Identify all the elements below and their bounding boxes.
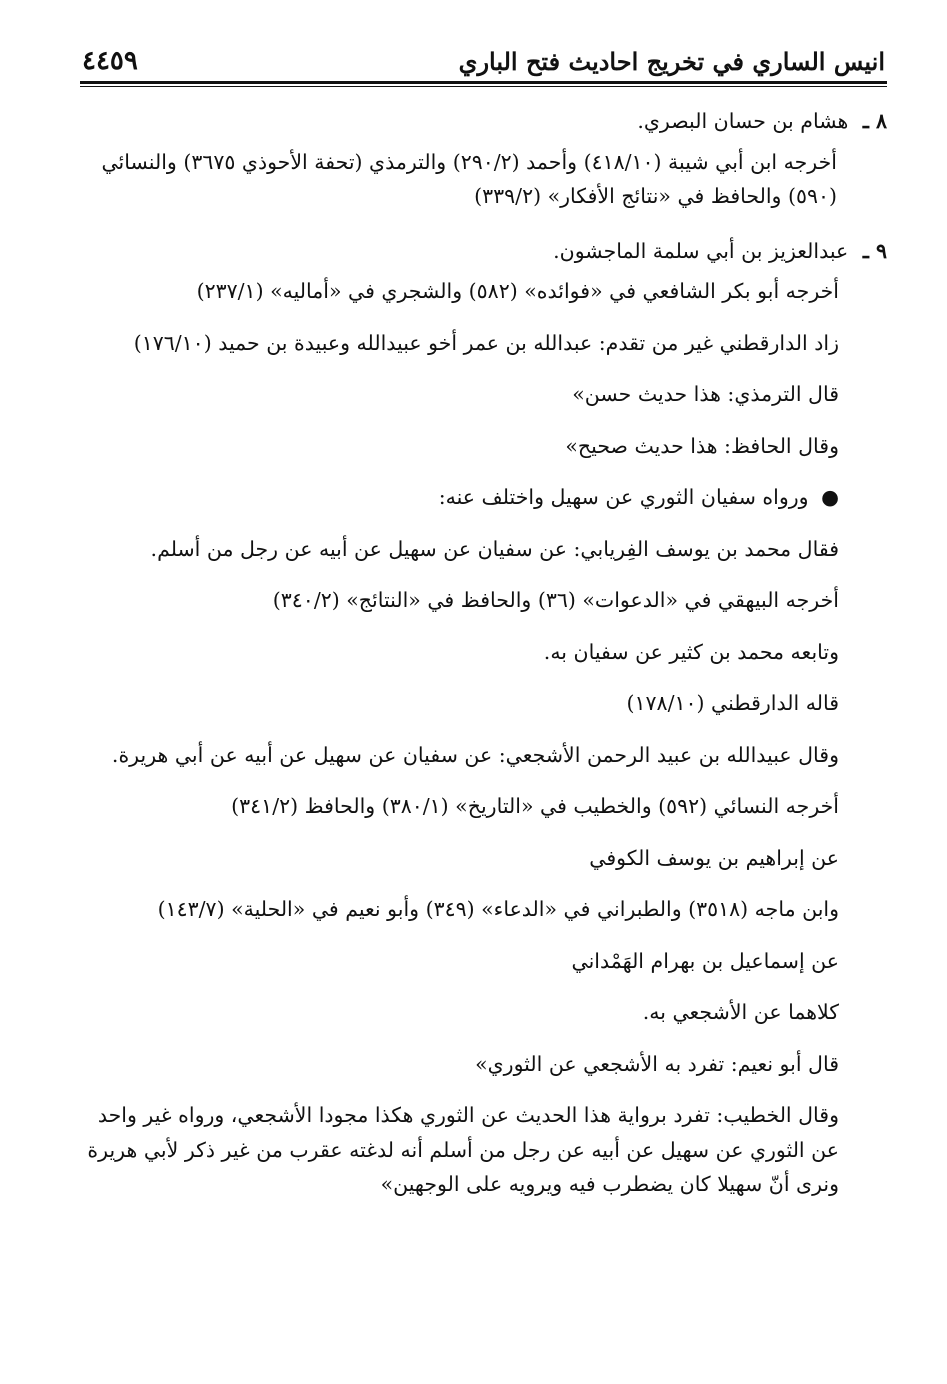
bullet-icon: ● — [821, 485, 839, 509]
header-rule — [80, 81, 887, 87]
narrator-name: هشام بن حسان البصري. — [637, 109, 849, 133]
paragraph: أخرجه أبو بكر الشافعي في «فوائده» (٥٨٢) والشجري في «أماليه» (٢٣٧/١) — [196, 279, 839, 303]
narrator-name: عبدالعزيز بن أبي سلمة الماجشون. — [553, 238, 849, 263]
running-title: انيس الساري في تخريج احاديث فتح الباري — [458, 47, 885, 76]
bullet-paragraph — [82, 480, 839, 515]
item-number: ٨ ـ — [862, 109, 887, 133]
page-number: ٤٤٥٩ — [82, 46, 138, 76]
bullet-text: ورواه سفيان الثوري عن سهيل واختلف عنه: — [438, 485, 809, 509]
paragraph: فقال محمد بن يوسف الفِريابي: عن سفيان عن سهيل عن أبيه عن رجل من أسلم. — [150, 536, 839, 561]
narrator-item-8 — [82, 104, 887, 139]
paragraph: وقال الخطيب: تفرد برواية هذا الحديث عن الثوري هكذا مجودا الأشجعي، ورواه غير واحد عن الثوري عن سهيل عن أبيه عن رجل من أسلم أنه لدغته عقرب من غير ذكر لأبي هريرة ونرى أنّ سهيلا كان يضطرب فيه ويرويه على الوجهين» — [87, 1103, 839, 1196]
paragraph: كلاهما عن الأشجعي به. — [642, 1000, 839, 1024]
paragraph: وابن ماجه (٣٥١٨) والطبراني في «الدعاء» (٣٤٩) وأبو نعيم في «الحلية» (١٤٣/٧) — [157, 897, 839, 921]
narrator-item-9 — [82, 234, 887, 269]
paragraph: أخرجه النسائي (٥٩٢) والخطيب في «التاريخ» (٣٨٠/١) والحافظ (٣٤١/٢) — [231, 794, 839, 818]
page-header — [82, 38, 885, 80]
paragraph: وقال عبيدالله بن عبيد الرحمن الأشجعي: عن سفيان عن سهيل عن أبيه عن أبي هريرة. — [111, 742, 839, 767]
page-body — [82, 98, 887, 1202]
item-number: ٩ ـ — [862, 238, 887, 263]
paragraph: أخرجه البيهقي في «الدعوات» (٣٦) والحافظ في «النتائج» (٣٤٠/٢) — [272, 588, 839, 612]
paragraph: عن إسماعيل بن بهرام الهَمْداني — [571, 948, 839, 973]
paragraph: وقال الحافظ: هذا حديث صحيح» — [565, 433, 839, 458]
paragraph: زاد الدارقطني غير من تقدم: عبدالله بن عمر أخو عبيدالله وعبيدة بن حميد (١٧٦/١٠) — [133, 330, 839, 355]
paragraph: عن إبراهيم بن يوسف الكوفي — [589, 845, 839, 870]
paragraph: قال أبو نعيم: تفرد به الأشجعي عن الثوري» — [475, 1051, 839, 1076]
paragraph: قال الترمذي: هذا حديث حسن» — [572, 382, 839, 406]
paragraph: أخرجه ابن أبي شيبة (٤١٨/١٠) وأحمد (٢٩٠/٢) والترمذي (تحفة الأحوذي ٣٦٧٥) والنسائي (٥٩٠) والحافظ في «نتائج الأفكار» (٣٣٩/٢) — [101, 149, 837, 208]
paragraph: قاله الدارقطني (١٧٨/١٠) — [626, 691, 839, 715]
paragraph: وتابعه محمد بن كثير عن سفيان به. — [543, 639, 839, 664]
